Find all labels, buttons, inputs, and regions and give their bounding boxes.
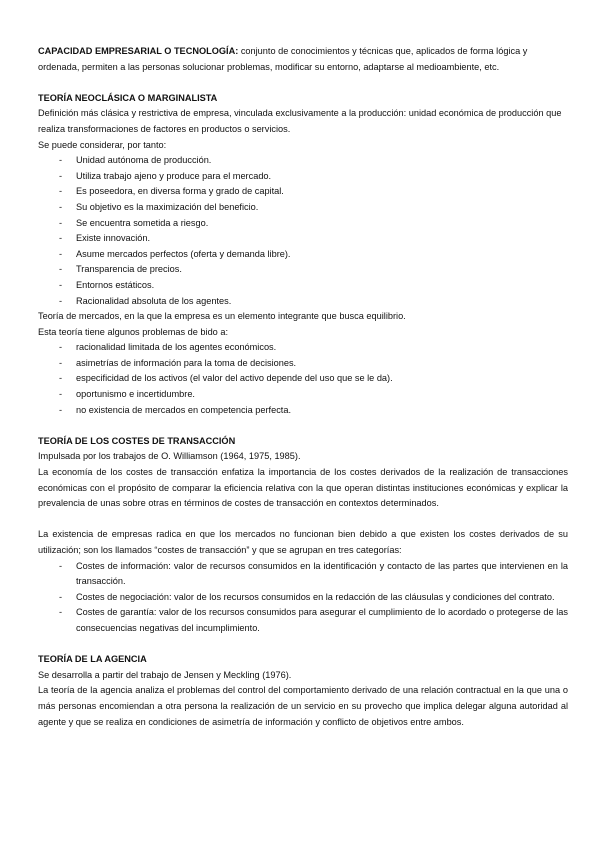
- neoclasica-list: [38, 153, 568, 309]
- list-item: - no existencia de mercados en competencia perfecta.: [38, 403, 568, 419]
- costes-paragraph-2: La existencia de empresas radica en que los mercados no funcionan bien debido a que existen los costes derivados de su utilización; son los llamados “costes de transacción” y que se agrupan en tres categorías:: [38, 529, 568, 555]
- neoclasica-considerar: Se puede considerar, por tanto:: [38, 139, 167, 150]
- neoclasica-definition: Definición más clásica y restrictiva de empresa, vinculada exclusivamente a la producción: unidad económica de producción que realiza transformaciones de factores en productos o servicios.: [38, 108, 562, 134]
- costes-impulsada: Impulsada por los trabajos de O. Williamson (1964, 1975, 1985).: [38, 451, 301, 462]
- list-item: - Asume mercados perfectos (oferta y demanda libre).: [38, 247, 568, 263]
- list-item: - especificidad de los activos (el valor del activo depende del uso que se le da).: [38, 371, 568, 387]
- document-page: [38, 44, 568, 730]
- neoclasica-title: TEORÍA NEOCLÁSICA O MARGINALISTA: [38, 92, 218, 103]
- intro-paragraph: [38, 44, 568, 75]
- intro-text: conjunto de conocimientos y técnicas que, aplicados de forma lógica y ordenada, permiten a las personas solucionar problemas, modificar su entorno, adaptarse al medioambiente, etc.: [38, 46, 528, 72]
- list-item: - Racionalidad absoluta de los agentes.: [38, 294, 568, 310]
- list-item: - racionalidad limitada de los agentes económicos.: [38, 340, 568, 356]
- costes-title: TEORÍA DE LOS COSTES DE TRANSACCIÓN: [38, 435, 236, 446]
- list-item: - asimetrías de información para la toma de decisiones.: [38, 356, 568, 372]
- agencia-paragraph: La teoría de la agencia analiza el problemas del control del comportamiento derivado de una relación contractual en la que una o más personas encomiendan a otra persona la realización de un servicio en su provecho que implica delegar alguna autoridad al agente y que se realiza en condiciones de asimetría de información y conflicto de objetivos entre ambos.: [38, 685, 568, 727]
- list-item: - Entornos estáticos.: [38, 278, 568, 294]
- list-item: - Costes de información: valor de recursos consumidos en la identificación y contacto de las partes que intervienen en la transacción.: [38, 559, 568, 590]
- problemas-list: [38, 340, 568, 418]
- list-item: - Es poseedora, en diversa forma y grado de capital.: [38, 184, 568, 200]
- costes-paragraph-1: La economía de los costes de transacción enfatiza la importancia de los costes derivados de la realización de transacciones económicas con el propósito de comparar la eficiencia relativa con la que operan distintas instituciones económicas y explicar la prevalencia de unas sobre otras en términos de costes de transacción en contextos determinados.: [38, 467, 568, 509]
- list-item: - oportunismo e incertidumbre.: [38, 387, 568, 403]
- list-item: - Utiliza trabajo ajeno y produce para el mercado.: [38, 169, 568, 185]
- costes-list: [38, 559, 568, 637]
- list-item: - Se encuentra sometida a riesgo.: [38, 216, 568, 232]
- neoclasica-mercados: Teoría de mercados, en la que la empresa es un elemento integrante que busca equilibrio.: [38, 311, 406, 322]
- list-item: - Unidad autónoma de producción.: [38, 153, 568, 169]
- agencia-title: TEORÍA DE LA AGENCIA: [38, 654, 147, 665]
- list-item: - Costes de negociación: valor de los recursos consumidos en la redacción de las cláusulas y condiciones del contrato.: [38, 590, 568, 606]
- neoclasica-problemas: Esta teoría tiene algunos problemas de bido a:: [38, 326, 228, 337]
- intro-lead: CAPACIDAD EMPRESARIAL O TECNOLOGÍA:: [38, 46, 239, 56]
- agencia-desarrolla: Se desarrolla a partir del trabajo de Jensen y Meckling (1976).: [38, 669, 292, 680]
- list-item: - Transparencia de precios.: [38, 262, 568, 278]
- list-item: - Su objetivo es la maximización del beneficio.: [38, 200, 568, 216]
- list-item: - Costes de garantía: valor de los recursos consumidos para asegurar el cumplimiento de lo acordado o protegerse de las consecuencias negativas del incumplimiento.: [38, 605, 568, 636]
- list-item: - Existe innovación.: [38, 231, 568, 247]
